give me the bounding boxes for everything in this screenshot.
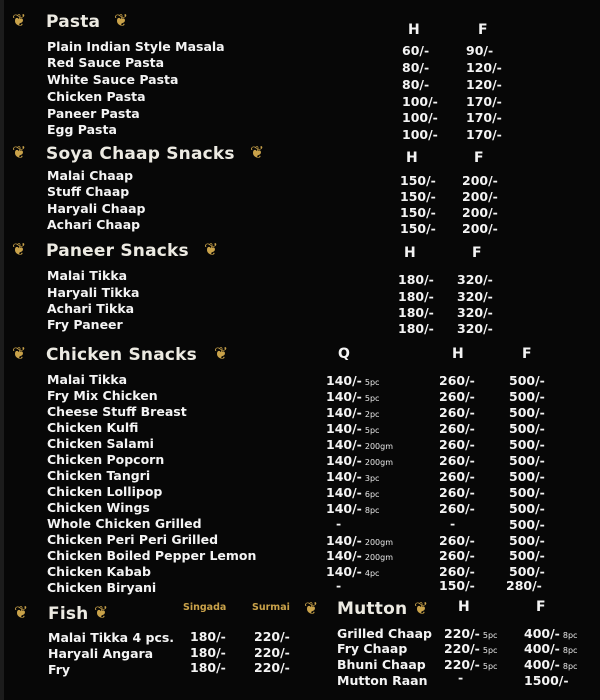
price-q: 140/- 4pc <box>326 564 380 579</box>
price-f: 320/- <box>457 305 493 320</box>
item-name: Fry <box>48 662 71 677</box>
item-name: Fry Mix Chicken <box>47 388 158 403</box>
item-name: Chicken Salami <box>47 436 154 451</box>
price-f: 1500/- <box>524 673 569 688</box>
price-f: 500/- <box>509 485 545 500</box>
price-h: 260/- <box>439 421 475 436</box>
price-h: 260/- <box>439 405 475 420</box>
price-h: 260/- <box>439 533 475 548</box>
price-h: 150/- <box>400 189 436 204</box>
price-h: 150/- <box>400 205 436 220</box>
item-name: Haryali Chaap <box>47 201 146 216</box>
price-q: 140/- 200gm <box>326 533 393 548</box>
item-name: Stuff Chaap <box>47 184 130 199</box>
ornament-icon: ❦ <box>12 143 27 163</box>
price-f: 280/- <box>506 578 542 593</box>
col-header-h: H <box>458 599 470 615</box>
price-f: 400/- 8pc <box>524 641 578 656</box>
price-h: 260/- <box>439 501 475 516</box>
item-name: Plain Indian Style Masala <box>47 39 225 54</box>
ornament-icon: ❦ <box>214 344 229 364</box>
price-h: 260/- <box>439 437 475 452</box>
price-h: - <box>450 516 456 531</box>
item-name: Chicken Kulfi <box>47 420 139 435</box>
price-h: 220/- 5pc <box>444 657 498 672</box>
item-name: Haryali Tikka <box>47 285 140 300</box>
price-h: 150/- <box>439 578 475 593</box>
section-title: Fish <box>48 604 89 624</box>
ornament-icon: ❦ <box>250 143 265 163</box>
price-q: 140/- 200gm <box>326 437 393 452</box>
price-q: 140/- 5pc <box>326 389 380 404</box>
ornament-icon: ❦ <box>12 240 27 260</box>
price-h: - <box>458 670 464 685</box>
item-name: Bhuni Chaap <box>337 657 426 672</box>
price-h: 260/- <box>439 485 475 500</box>
ornament-icon: ❦ <box>12 344 27 364</box>
item-name: Paneer Pasta <box>47 106 140 121</box>
price-h: 60/- <box>402 43 430 58</box>
section-title: Pasta <box>46 12 101 32</box>
price-singada: 180/- <box>190 629 226 644</box>
price-h: 100/- <box>402 110 438 125</box>
price-h: 150/- <box>400 173 436 188</box>
price-f: 200/- <box>462 221 498 236</box>
price-f: 200/- <box>462 173 498 188</box>
ornament-icon: ❦ <box>414 599 429 619</box>
col-header-f: F <box>478 22 488 38</box>
ornament-icon: ❦ <box>14 603 29 623</box>
item-name: Malai Tikka <box>47 268 128 283</box>
ornament-icon: ❦ <box>12 11 27 31</box>
price-h: 260/- <box>439 373 475 388</box>
price-q: 140/- 8pc <box>326 501 380 516</box>
section-title: Chicken Snacks <box>46 345 198 365</box>
col-header-h: H <box>404 245 416 261</box>
item-name: Fry Paneer <box>47 317 123 332</box>
item-name: White Sauce Pasta <box>47 72 179 87</box>
price-f: 500/- <box>509 421 545 436</box>
price-f: 170/- <box>466 94 502 109</box>
price-f: 170/- <box>466 127 502 142</box>
item-name: Chicken Tangri <box>47 468 151 483</box>
item-name: Chicken Biryani <box>47 580 157 595</box>
col-header-f: F <box>474 150 484 166</box>
price-h: 100/- <box>402 127 438 142</box>
section-title: Paneer Snacks <box>46 241 189 261</box>
price-h: 80/- <box>402 60 430 75</box>
price-h: 260/- <box>439 453 475 468</box>
price-h: 260/- <box>439 469 475 484</box>
price-f: 500/- <box>509 533 545 548</box>
item-name: Chicken Kabab <box>47 564 151 579</box>
price-f: 200/- <box>462 189 498 204</box>
item-name: Achari Chaap <box>47 217 141 232</box>
page-edge-shadow <box>0 0 4 700</box>
item-name: Chicken Wings <box>47 500 150 515</box>
item-name: Grilled Chaap <box>337 626 432 641</box>
item-name: Cheese Stuff Breast <box>47 404 187 419</box>
price-f: 500/- <box>509 453 545 468</box>
price-f: 500/- <box>509 437 545 452</box>
price-h: 220/- 5pc <box>444 626 498 641</box>
col-header-h: H <box>406 150 418 166</box>
price-h: 180/- <box>398 272 434 287</box>
item-name: Achari Tikka <box>47 301 135 316</box>
price-singada: 180/- <box>190 660 226 675</box>
price-f: 200/- <box>462 205 498 220</box>
price-f: 500/- <box>509 548 545 563</box>
price-q: 140/- 3pc <box>326 469 380 484</box>
price-h: 220/- 5pc <box>444 641 498 656</box>
price-h: 80/- <box>402 77 430 92</box>
col-header-f: F <box>536 599 546 615</box>
price-f: 500/- <box>509 501 545 516</box>
col-header-surmai: Surmai <box>252 602 290 613</box>
price-f: 500/- <box>509 389 545 404</box>
item-name: Malai Tikka 4 pcs. <box>48 630 175 645</box>
price-h: 100/- <box>402 94 438 109</box>
price-f: 500/- <box>509 564 545 579</box>
item-name: Chicken Pasta <box>47 89 146 104</box>
price-h: 260/- <box>439 389 475 404</box>
ornament-icon: ❦ <box>304 599 319 619</box>
item-name: Mutton Raan <box>337 673 428 688</box>
price-q: - <box>336 516 342 531</box>
item-name: Whole Chicken Grilled <box>47 516 202 531</box>
price-f: 320/- <box>457 289 493 304</box>
item-name: Chicken Boiled Pepper Lemon <box>47 548 257 563</box>
price-q: 140/- 2pc <box>326 405 380 420</box>
price-f: 400/- 8pc <box>524 657 578 672</box>
item-name: Malai Tikka <box>47 372 128 387</box>
price-f: 320/- <box>457 321 493 336</box>
price-h: 150/- <box>400 221 436 236</box>
price-f: 500/- <box>509 469 545 484</box>
price-f: 170/- <box>466 110 502 125</box>
price-f: 400/- 8pc <box>524 626 578 641</box>
col-header-f: F <box>472 245 482 261</box>
col-header-singada: Singada <box>183 602 227 613</box>
price-f: 500/- <box>509 373 545 388</box>
section-title: Soya Chaap Snacks <box>46 144 235 164</box>
item-name: Red Sauce Pasta <box>47 55 165 70</box>
price-h: 180/- <box>398 289 434 304</box>
ornament-icon: ❦ <box>204 240 219 260</box>
price-f: 500/- <box>509 405 545 420</box>
item-name: Malai Chaap <box>47 168 134 183</box>
price-q: 140/- 200gm <box>326 548 393 563</box>
price-singada: 180/- <box>190 645 226 660</box>
item-name: Haryali Angara <box>48 646 154 661</box>
col-header-f: F <box>522 346 532 362</box>
price-f: 90/- <box>466 43 494 58</box>
price-surmai: 220/- <box>254 645 290 660</box>
price-h: 260/- <box>439 548 475 563</box>
col-header-q: Q <box>338 346 350 362</box>
price-q: - <box>336 578 342 593</box>
price-surmai: 220/- <box>254 660 290 675</box>
section-title: Mutton <box>337 599 408 619</box>
item-name: Chicken Peri Peri Grilled <box>47 532 219 547</box>
price-q: 140/- 5pc <box>326 373 380 388</box>
item-name: Egg Pasta <box>47 122 117 137</box>
price-q: 140/- 5pc <box>326 421 380 436</box>
col-header-h: H <box>408 22 420 38</box>
price-h: 180/- <box>398 305 434 320</box>
price-surmai: 220/- <box>254 629 290 644</box>
price-q: 140/- 200gm <box>326 453 393 468</box>
price-h: 260/- <box>439 564 475 579</box>
item-name: Fry Chaap <box>337 641 408 656</box>
price-f: 120/- <box>466 60 502 75</box>
price-f: 320/- <box>457 272 493 287</box>
item-name: Chicken Lollipop <box>47 484 163 499</box>
price-h: 180/- <box>398 321 434 336</box>
price-f: 500/- <box>509 517 545 532</box>
price-f: 120/- <box>466 77 502 92</box>
col-header-h: H <box>452 346 464 362</box>
ornament-icon: ❦ <box>114 11 129 31</box>
ornament-icon: ❦ <box>94 603 109 623</box>
item-name: Chicken Popcorn <box>47 452 165 467</box>
price-q: 140/- 6pc <box>326 485 380 500</box>
